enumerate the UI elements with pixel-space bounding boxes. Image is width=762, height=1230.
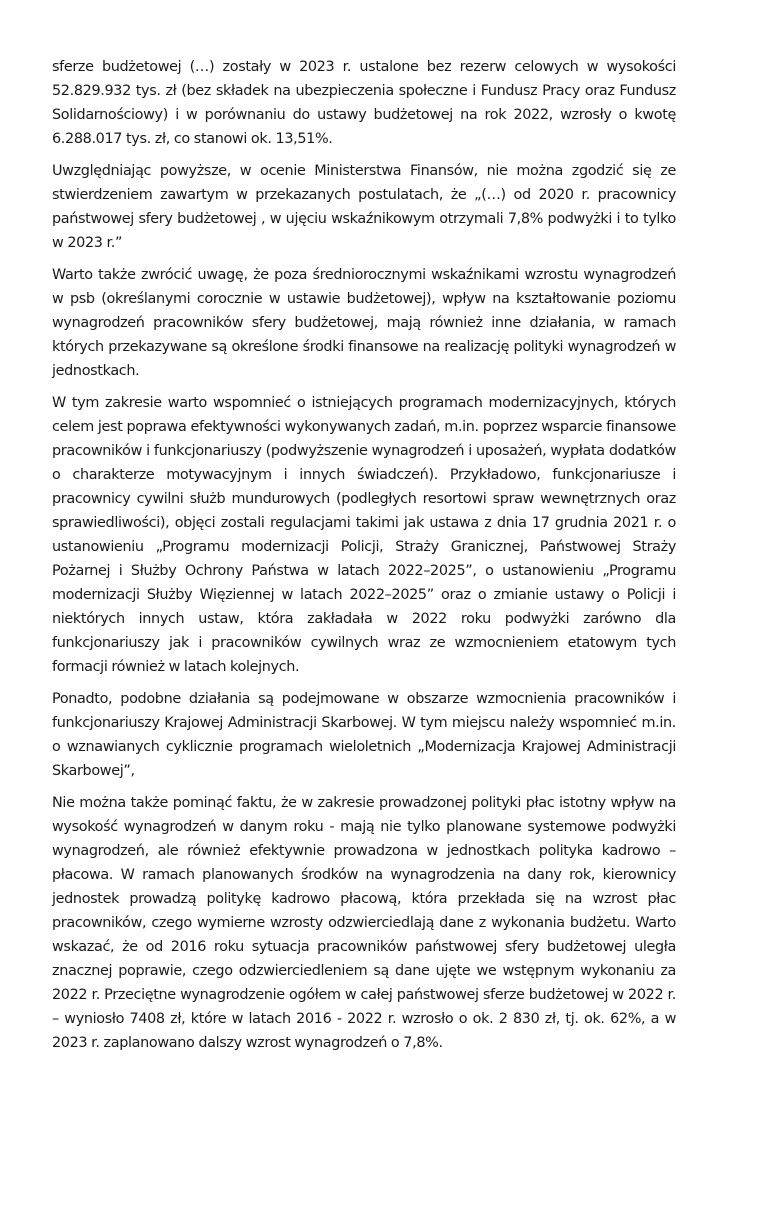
paragraph-budget-salaries: sferze budżetowej (…) zostały w 2023 r. ustalone bez rezerw celowych w wysokości 52.829.932 tys. zł (bez składek na ubezpieczenia społeczne i Fundusz Pracy oraz Fundusz Solidarnościowy) i w porównaniu do ustawy budżetowej na rok 2022, wzrosły o kwotę 6.288.017 tys. zł, co stanowi ok. 13,51%. [52, 59, 676, 147]
paragraph-wage-policy: Nie można także pominąć faktu, że w zakresie prowadzonej polityki płac istotny wpływ na wysokość wynagrodzeń w danym roku - mają nie tylko planowane systemowe podwyżki wynagrodzeń, ale również efektywnie prowadzona w jednostkach polityka kadrowo – płacowa. W ramach planowanych środków na wynagrodzenia na dany rok, kierownicy jednostek prowadzą politykę kadrowo płacową, która przekłada się na wzrost płac pracowników, czego wymierne wzrosty odzwierciedlają dane z wykonania budżetu. Warto wskazać, że od 2016 roku sytuacja pracowników państwowej sfery budżetowej uległa znacznej poprawie, czego odzwierciedleniem są dane ujęte we wstępnym wykonaniu za 2022 r. Przeciętne wynagrodzenie ogółem w całej państwowej sferze budżetowej w 2022 r. – wyniosło 7408 zł, które w latach 2016 - 2022 r. wzrosło o ok. 2 830 zł, tj. ok. 62%, a w 2023 r. zaplanowano dalszy wzrost wynagrodzeń o 7,8%. [52, 795, 676, 1051]
paragraph-modernization-programs: W tym zakresie warto wspomnieć o istniejących programach modernizacyjnych, których celem jest poprawa efektywności wykonywanych zadań, m.in. poprzez wsparcie finansowe pracowników i funkcjonariuszy (podwyższenie wynagrodzeń i uposażeń, wypłata dodatków o charakterze motywacyjnym i innych świadczeń). Przykładowo, funkcjonariusze i pracownicy cywilni służb mundurowych (podległych resortowi spraw wewnętrznych oraz sprawiedliwości), objęci zostali regulacjami takimi jak ustawa z dnia 17 grudnia 2021 r. o ustanowieniu „Programu modernizacji Policji, Straży Granicznej, Państwowej Straży Pożarnej i Służby Ochrony Państwa w latach 2022–2025”, o ustanowieniu „Programu modernizacji Służby Więziennej w latach 2022–2025” oraz o zmianie ustawy o Policji i niektórych innych ustaw, która zakładała w 2022 roku podwyżki zarówno dla funkcjonariuszy jak i pracowników cywilnych wraz ze wzmocnieniem etatowym tych formacji również w latach kolejnych. [52, 395, 676, 675]
paragraph-tax-administration: Ponadto, podobne działania są podejmowane w obszarze wzmocnienia pracowników i funkcjonariuszy Krajowej Administracji Skarbowej. W tym miejscu należy wspomnieć m.in. o wznawianych cyklicznie programach wieloletnich „Modernizacja Krajowej Administracji Skarbowej”, [52, 691, 676, 779]
paragraph-other-measures: Warto także zwrócić uwagę, że poza średniorocznymi wskaźnikami wzrostu wynagrodzeń w psb (określanymi corocznie w ustawie budżetowej), wpływ na kształtowanie poziomu wynagrodzeń pracowników sfery budżetowej, mają również inne działania, w ramach których przekazywane są określone środki finansowe na realizację polityki wynagrodzeń w jednostkach. [52, 267, 676, 379]
paragraph-ministry-opinion: Uwzględniając powyższe, w ocenie Ministerstwa Finansów, nie można zgodzić się ze stwierdzeniem zawartym w przekazanych postulatach, że „(…) od 2020 r. pracownicy państwowej sfery budżetowej , w ujęciu wskaźnikowym otrzymali 7,8% podwyżki i to tylko w 2023 r.” [52, 163, 676, 251]
document-page [52, 55, 676, 1063]
